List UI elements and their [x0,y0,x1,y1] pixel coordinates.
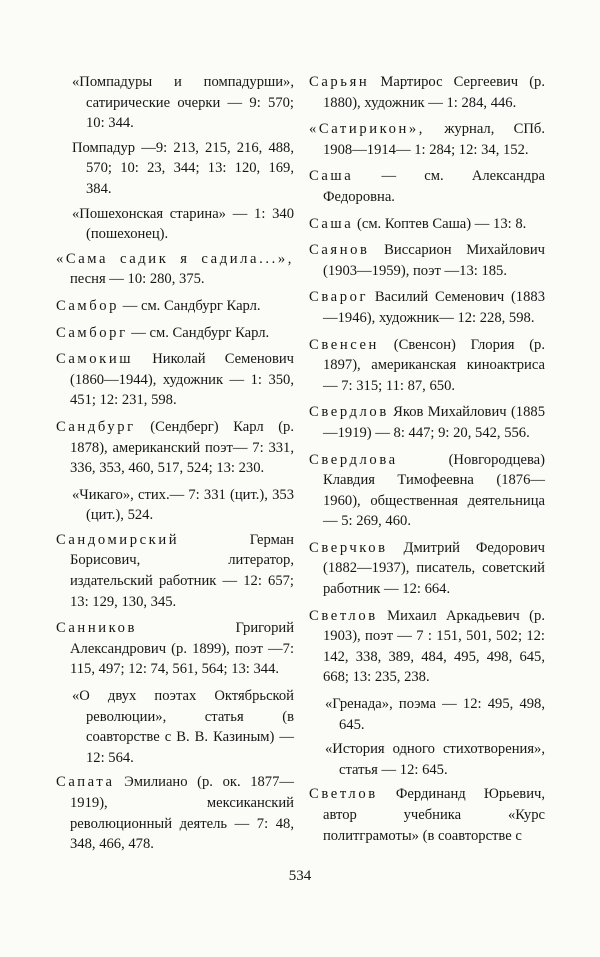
entry-headword: Саша [309,215,354,232]
entry-text: — см. Сандбург Карл. [119,297,261,314]
index-entry [309,538,545,600]
index-entry [309,72,545,113]
index-entry [309,335,545,397]
entry-text: «Гренада», поэма — 12: 495, 498, 645. [325,696,545,733]
entry-headword: Свердлов [309,404,389,421]
entry-headword: Свердлова [309,451,398,468]
entry-text: Михаил Аркадьевич (р. 1903), поэт — 7 : 151, 501, 502; 12: 142, 338, 389, 484, 495, 498, 645, 668; 13: 235, 238. [323,607,545,686]
index-entry [309,287,545,328]
index-entry [309,240,545,281]
entry-headword: Самбор [56,297,120,314]
entry-text: (Сендберг) Карл (р. 1878), американский поэт— 7: 331, 336, 353, 460, 517, 524; 13: 230. [70,418,294,477]
entry-headword: Самборг [56,324,128,341]
index-subentry [72,204,294,245]
entry-text: «История одного стихотворения», статья — 12: 645. [325,741,545,778]
entry-headword: Свенсен [309,336,379,353]
entry-headword: Сверчков [309,539,388,556]
index-entry [56,417,294,479]
index-entry [309,450,545,532]
index-entry [56,323,294,344]
left-column [56,72,294,861]
entry-text: «О двух поэтах Октябрьской революции», статья (в соавторстве с В. В. Казиным) —12: 564. [72,688,294,766]
entry-text: журнал, СПб. 1908—1914— 1: 284; 12: 34, 152. [323,121,545,158]
index-subentry [72,686,294,768]
entry-headword: «Сама садик я садила...», [56,250,294,267]
index-subentry [325,694,545,735]
entry-text: — см. Сандбург Карл. [127,324,270,341]
entry-headword: Светлов [309,607,378,624]
index-subentry [325,739,545,780]
entry-text: «Помпадуры и помпадурши», сатирические очерки — 9: 570; 10: 344. [72,74,294,132]
entry-text: (см. Коптев Саша) — 13: 8. [353,215,527,232]
entry-headword: «Сатирикон», [309,121,426,138]
index-entry [309,166,545,207]
entry-headword: Санников [56,620,137,637]
entry-headword: Сварог [309,289,369,306]
index-subentry [72,72,294,134]
entry-headword: Сапата [56,774,115,791]
index-subentry [72,485,294,526]
entry-headword: Сандбург [56,418,136,435]
entry-text: Помпадур —9: 213, 215, 216, 488, 570; 10: 23, 344; 13: 120, 169, 384. [72,139,294,197]
right-column [309,72,545,852]
entry-text: (Свенсон) Глория (р. 1897), американская киноактриса — 7: 315; 11: 87, 650. [323,336,545,394]
entry-text: Фердинанд Юрьевич, автор учебника «Курс политграмоты» (в соавторстве с [323,786,545,844]
index-entry [56,296,294,317]
entry-text: песня — 10: 280, 375. [70,271,205,288]
index-entry [56,349,294,411]
index-entry [309,402,545,443]
entry-headword: Саянов [309,242,370,259]
index-subentry [72,138,294,200]
index-entry [56,530,294,612]
entry-text: Эмилиано (р. ок. 1877—1919), мексиканский революционный деятель — 7: 48, 348, 466, 478. [70,774,294,853]
entry-text: «Пошехонская старина» — 1: 340 (пошехонец). [72,205,294,243]
entry-text: «Чикаго», стих.— 7: 331 (цит.), 353 (цит.), 524. [72,486,294,524]
index-entry [309,606,545,688]
entry-text: Герман Борисович, литератор, издательский работник — 12: 657; 13: 129, 130, 345. [70,531,294,610]
index-entry [56,618,294,680]
index-entry [309,119,545,160]
entry-headword: Сарьян [309,74,370,90]
page-number: 534 [288,868,312,884]
entry-text: — см. Александра Федоровна. [323,168,545,205]
entry-headword: Самокиш [56,351,134,368]
entry-text: Василий Семенович (1883—1946), художник— 12: 228, 598. [323,289,545,326]
entry-text: Григорий Александрович (р. 1899), поэт —7: 115, 497; 12: 74, 561, 564; 13: 344. [70,620,294,678]
index-entry [56,772,294,854]
entry-text: Николай Семенович (1860—1944), художник — 1: 350, 451; 12: 231, 598. [70,351,294,409]
entry-text: Виссарион Михайлович (1903—1959), поэт —13: 185. [323,242,545,279]
entry-headword: Светлов [309,786,378,803]
index-entry [309,214,545,235]
entry-text: Яков Михайлович (1885—1919) — 8: 447; 9: 20, 542, 556. [323,404,545,441]
entry-text: Дмитрий Федорович (1882—1937), писатель, советский работник — 12: 664. [323,539,545,598]
entry-headword: Сандомирский [56,531,180,548]
index-entry [56,249,294,290]
entry-headword: Саша [309,168,354,185]
entry-text: (Новгородцева) Клавдия Тимофеевна (1876— 1960), общественная деятельница — 5: 269, 460. [323,451,545,530]
index-entry [309,784,545,846]
entry-text: Мартирос Сергеевич (р. 1880), художник — 1: 284, 446. [323,74,545,111]
